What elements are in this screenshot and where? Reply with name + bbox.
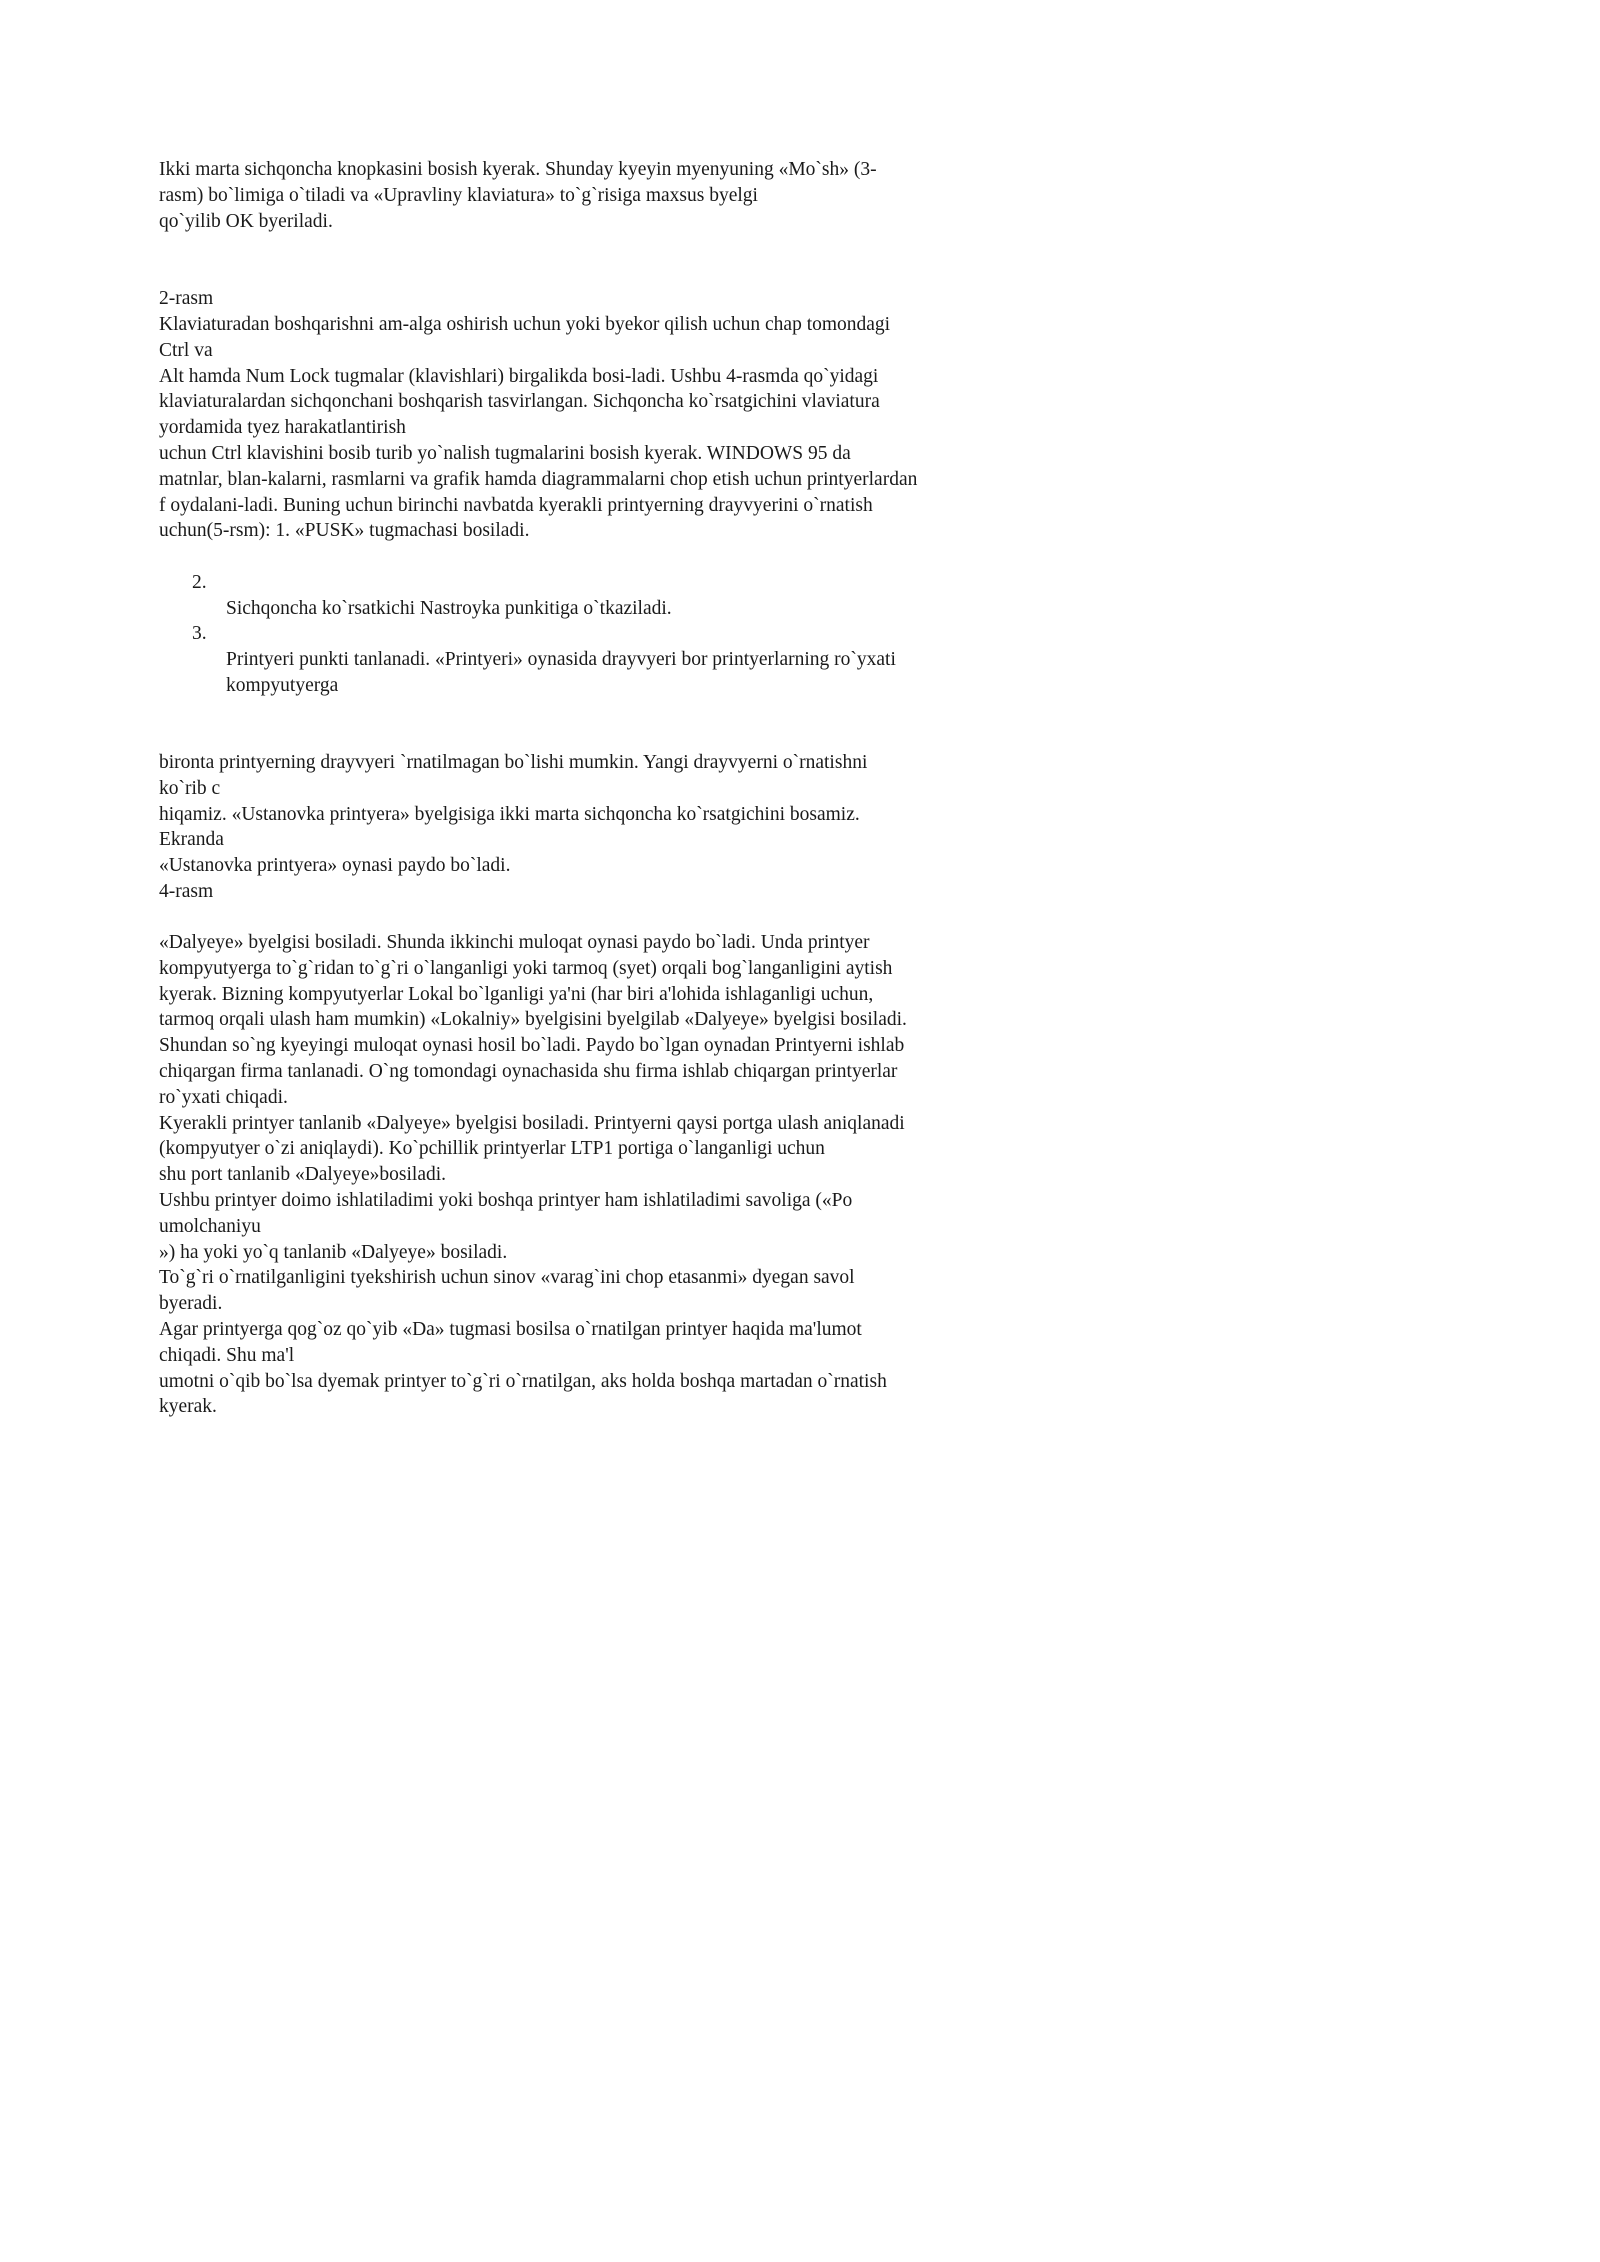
text-line: To`g`ri o`rnatilganligini tyekshirish uchun sinov «varag`ini chop etasanmi» dyegan savol	[159, 1267, 855, 1289]
text-line: uchun Ctrl klavishini bosib turib yo`nalish tugmalarini bosish kyerak. WINDOWS 95 da	[159, 442, 851, 464]
text-line: klaviaturalardan sichqonchani boshqarish tasvirlangan. Sichqoncha ko`rsatgichini vlaviatura	[159, 391, 880, 413]
text-line: kompyutyerga to`g`ridan to`g`ri o`langanligi yoki tarmoq (syet) orqali bog`langanligini aytish	[159, 957, 893, 979]
text-line: ko`rib c	[159, 777, 221, 799]
text-line: chiqargan firma tanlanadi. O`ng tomondagi oynachasida shu firma ishlab chiqargan printyerlar	[159, 1060, 898, 1082]
text-line: Klaviaturadan boshqarishni am-alga oshirish uchun yoki byekor qilish uchun chap tomondagi	[159, 314, 891, 335]
list-item-text: kompyutyerga	[226, 674, 339, 696]
text-line: Alt hamda Num Lock tugmalar (klavishlari) birgalikda bosi-ladi. Ushbu 4-rasmda qo`yidagi	[159, 365, 879, 387]
text-line: Shundan so`ng kyeyingi muloqat oynasi hosil bo`ladi. Paydo bo`lgan oynadan Printyerni ishlab	[159, 1035, 905, 1057]
text-line: byeradi.	[159, 1293, 223, 1315]
text-line: kyerak.	[159, 1396, 217, 1418]
text-line: (kompyutyer o`zi aniqlaydi). Ko`pchillik printyerlar LTP1 portiga o`langanligi uchun	[159, 1138, 825, 1160]
text-line: Ushbu printyer doimo ishlatiladimi yoki boshqa printyer ham ishlatiladimi savoliga («Po	[159, 1189, 853, 1211]
text-line: ») ha yoki yo`q tanlanib «Dalyeye» bosiladi.	[159, 1241, 508, 1263]
text-line: f oydalani-ladi. Buning uchun birinchi navbatda kyerakli printyerning drayvyerini o`rnatish	[159, 494, 873, 516]
text-line: shu port tanlanib «Dalyeye»bosiladi.	[159, 1164, 447, 1186]
text-line: Agar printyerga qog`oz qo`yib «Da» tugmasi bosilsa o`rnatilgan printyer haqida ma'lumot	[159, 1318, 862, 1340]
text-line: uchun(5-rsm): 1. «PUSK» tugmachasi bosiladi.	[159, 520, 530, 542]
figure-caption-2	[159, 286, 1039, 312]
paragraph-keyboard-mouse	[159, 312, 1039, 544]
text-line: «Dalyeye» byelgisi bosiladi. Shunda ikkinchi muloqat oynasi paydo bo`ladi. Unda printyer	[159, 932, 870, 953]
text-line: Ekranda	[159, 829, 224, 851]
text-line: Ikki marta sichqoncha knopkasini bosish kyerak. Shunday kyeyin myenyuning «Mo`sh» (3-	[159, 159, 877, 180]
list-item	[192, 570, 1032, 622]
paragraph-intro	[159, 157, 1039, 234]
text-line: matnlar, blan-kalarni, rasmlarni va grafik hamda diagrammalarni chop etish uchun printyerlardan	[159, 468, 918, 490]
text-line: qo`yilib OK byeriladi.	[159, 210, 333, 232]
caption-text: 2-rasm	[159, 288, 214, 309]
text-line: yordamida tyez harakatlantirish	[159, 417, 406, 439]
text-line: ro`yxati chiqadi.	[159, 1086, 288, 1108]
list-item-text: Printyeri punkti tanlanadi. «Printyeri» oynasida drayvyeri bor printyerlarning ro`yxati	[226, 648, 896, 670]
text-line: rasm) bo`limiga o`tiladi va «Upravliny klaviatura» to`g`risiga maxsus byelgi	[159, 184, 758, 206]
text-line: Ctrl va	[159, 339, 213, 361]
list-item-number: 2.	[192, 572, 207, 593]
list-item	[192, 621, 1032, 698]
list-item-number: 3.	[192, 623, 207, 644]
document-page	[0, 0, 1100, 1556]
text-line: hiqamiz. «Ustanovka printyera» byelgisiga ikki marta sichqoncha ko`rsatgichini bosamiz.	[159, 803, 860, 825]
text-line: «Ustanovka printyera» oynasi paydo bo`ladi.	[159, 855, 511, 877]
text-line: bironta printyerning drayvyeri `rnatilmagan bo`lishi mumkin. Yangi drayvyerni o`rnatishni	[159, 752, 868, 773]
paragraph-driver-install	[159, 750, 1039, 905]
figure-caption-4: 4-rasm	[159, 880, 214, 902]
text-line: kyerak. Bizning kompyutyerlar Lokal bo`lganligi ya'ni (har biri a'lohida ishlaganligi uchun,	[159, 983, 874, 1005]
list-item-text: Sichqoncha ko`rsatkichi Nastroyka punkitiga o`tkaziladi.	[226, 597, 672, 619]
text-line: Kyerakli printyer tanlanib «Dalyeye» byelgisi bosiladi. Printyerni qaysi portga ulash aniqlanadi	[159, 1112, 905, 1134]
text-line: chiqadi. Shu ma'l	[159, 1344, 295, 1366]
text-line: tarmoq orqali ulash ham mumkin) «Lokalniy» byelgisini byelgilab «Dalyeye» byelgisi bosiladi.	[159, 1009, 907, 1031]
paragraph-printer-setup-steps	[159, 930, 1039, 1420]
text-line: umotni o`qib bo`lsa dyemak printyer to`g`ri o`rnatilgan, aks holda boshqa martadan o`rnatish	[159, 1370, 887, 1392]
text-line: umolchaniyu	[159, 1215, 261, 1237]
